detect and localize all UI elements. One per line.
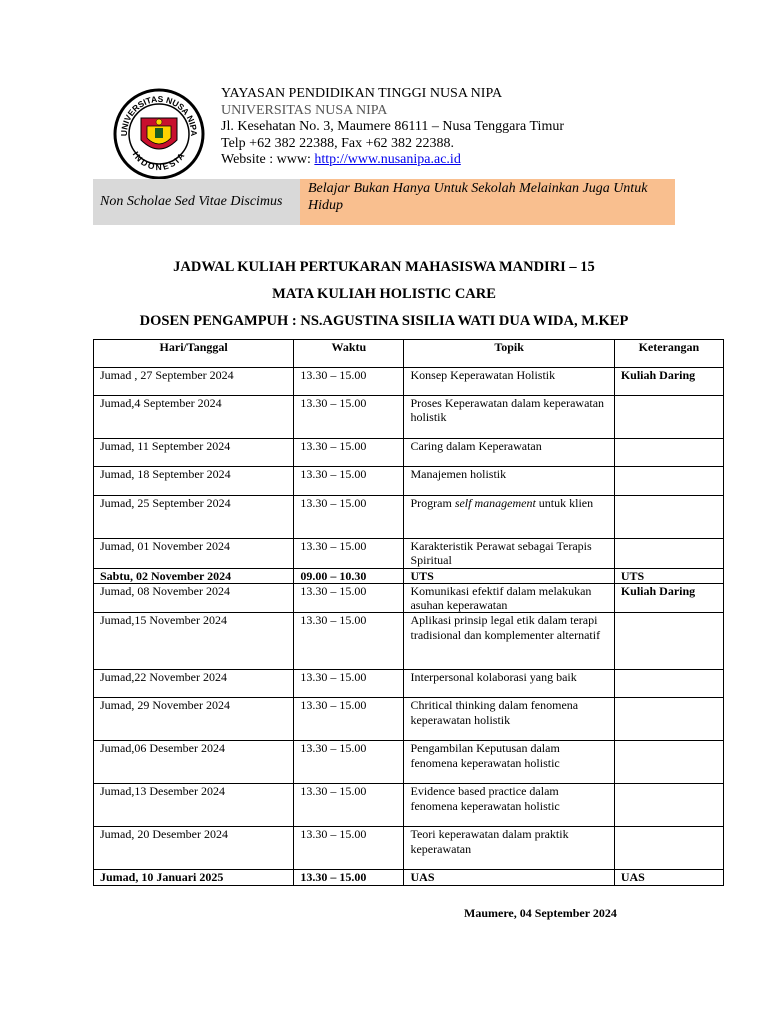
cell-time: 13.30 – 15.00 (294, 496, 404, 539)
table-row (94, 396, 724, 439)
university-name: UNIVERSITAS NUSA NIPA (221, 102, 388, 118)
cell-date: Jumad, 11 September 2024 (94, 439, 294, 467)
website-label: Website : www: (221, 152, 315, 167)
cell-date: Jumad, 01 November 2024 (94, 539, 294, 569)
address: Jl. Kesehatan No. 3, Maumere 86111 – Nusa Tenggara Timur (221, 119, 564, 134)
table-row (94, 698, 724, 741)
cell-time: 13.30 – 15.00 (294, 827, 404, 870)
letterhead (221, 86, 564, 169)
cell-date: Jumad, 25 September 2024 (94, 496, 294, 539)
table-header-row (94, 340, 724, 368)
cell-date: Jumad, 10 Januari 2025 (94, 870, 294, 885)
cell-note: UTS (614, 568, 723, 583)
cell-topic (404, 496, 614, 539)
cell-topic: Konsep Keperawatan Holistik (404, 368, 614, 396)
table-row (94, 439, 724, 467)
website-line (221, 152, 564, 169)
cell-note (614, 439, 723, 467)
table-row (94, 496, 724, 539)
cell-date: Jumad, 08 November 2024 (94, 583, 294, 613)
header-time: Waktu (294, 340, 404, 368)
cell-time: 13.30 – 15.00 (294, 583, 404, 613)
topic-text: untuk klien (535, 496, 594, 510)
cell-topic: Komunikasi efektif dalam melakukan asuhan keperawatan (404, 583, 614, 613)
table-row (94, 741, 724, 784)
table-row (94, 670, 724, 698)
cell-time: 13.30 – 15.00 (294, 698, 404, 741)
cell-note: Kuliah Daring (614, 583, 723, 613)
cell-topic: Pengambilan Keputusan dalam fenomena keperawatan holistic (404, 741, 614, 784)
cell-topic: Caring dalam Keperawatan (404, 439, 614, 467)
logo-text-bottom: INDONESIA (130, 149, 188, 173)
topic-text: Program (410, 496, 455, 510)
cell-time: 09.00 – 10.30 (294, 568, 404, 583)
cell-time: 13.30 – 15.00 (294, 784, 404, 827)
document-title: JADWAL KULIAH PERTUKARAN MAHASISWA MANDIRI – 15 (173, 259, 595, 275)
cell-time: 13.30 – 15.00 (294, 439, 404, 467)
header-date: Hari/Tanggal (94, 340, 294, 368)
table-row (94, 784, 724, 827)
cell-time: 13.30 – 15.00 (294, 741, 404, 784)
cell-date: Jumad,13 Desember 2024 (94, 784, 294, 827)
place-date: Maumere, 04 September 2024 (464, 906, 617, 920)
university-logo (113, 88, 205, 180)
course-title: MATA KULIAH HOLISTIC CARE (272, 286, 496, 302)
cell-note (614, 539, 723, 569)
cell-date: Jumad,15 November 2024 (94, 613, 294, 670)
cell-note (614, 467, 723, 496)
foundation-name: YAYASAN PENDIDIKAN TINGGI NUSA NIPA (221, 86, 503, 101)
cell-topic: Interpersonal kolaborasi yang baik (404, 670, 614, 698)
table-row (94, 568, 724, 583)
cell-time: 13.30 – 15.00 (294, 670, 404, 698)
cell-note (614, 827, 723, 870)
motto-latin: Non Scholae Sed Vitae Discimus (93, 179, 300, 225)
header-topic: Topik (404, 340, 614, 368)
table-row (94, 583, 724, 613)
topic-emphasis: self management (454, 496, 536, 510)
cell-date: Jumad,22 November 2024 (94, 670, 294, 698)
cell-topic: Manajemen holistik (404, 467, 614, 496)
table-row (94, 467, 724, 496)
cell-topic: Teori keperawatan dalam praktik keperawatan (404, 827, 614, 870)
table-row (94, 539, 724, 569)
cell-note (614, 698, 723, 741)
website-link[interactable]: http://www.nusanipa.ac.id (314, 152, 461, 167)
cell-note (614, 670, 723, 698)
cell-topic: UAS (404, 870, 614, 885)
schedule-table (93, 339, 724, 886)
cell-time: 13.30 – 15.00 (294, 539, 404, 569)
motto-indonesian: Belajar Bukan Hanya Untuk Sekolah Melainkan Juga Untuk Hidup (300, 179, 675, 225)
motto-bar (93, 179, 675, 225)
table-row (94, 827, 724, 870)
cell-note (614, 496, 723, 539)
cell-topic: Chritical thinking dalam fenomena keperawatan holistik (404, 698, 614, 741)
cell-note (614, 741, 723, 784)
logo-text-top: UNIVERSITAS NUSA NIPA (118, 93, 200, 137)
cell-date: Jumad,4 September 2024 (94, 396, 294, 439)
cell-topic: Aplikasi prinsip legal etik dalam terapi tradisional dan komplementer alternatif (404, 613, 614, 670)
cell-date: Jumad,06 Desember 2024 (94, 741, 294, 784)
table-row (94, 613, 724, 670)
cell-time: 13.30 – 15.00 (294, 396, 404, 439)
cell-time: 13.30 – 15.00 (294, 368, 404, 396)
cell-date: Jumad , 27 September 2024 (94, 368, 294, 396)
cell-topic: Karakteristik Perawat sebagai Terapis Spiritual (404, 539, 614, 569)
table-row (94, 368, 724, 396)
cell-note: UAS (614, 870, 723, 885)
cell-topic: Proses Keperawatan dalam keperawatan holistik (404, 396, 614, 439)
cell-topic: Evidence based practice dalam fenomena keperawatan holistic (404, 784, 614, 827)
cell-date: Jumad, 29 November 2024 (94, 698, 294, 741)
header-note: Keterangan (614, 340, 723, 368)
cell-topic: UTS (404, 568, 614, 583)
cell-time: 13.30 – 15.00 (294, 613, 404, 670)
table-body (94, 368, 724, 886)
cell-time: 13.30 – 15.00 (294, 870, 404, 885)
cell-date: Jumad, 18 September 2024 (94, 467, 294, 496)
cell-note (614, 613, 723, 670)
cell-time: 13.30 – 15.00 (294, 467, 404, 496)
lecturer-title: DOSEN PENGAMPUH : NS.AGUSTINA SISILIA WATI DUA WIDA, M.KEP (139, 313, 629, 329)
phone-fax: Telp +62 382 22388, Fax +62 382 22388. (221, 135, 454, 151)
cell-date: Jumad, 20 Desember 2024 (94, 827, 294, 870)
cell-note (614, 396, 723, 439)
cell-date: Sabtu, 02 November 2024 (94, 568, 294, 583)
cell-note (614, 784, 723, 827)
table-row (94, 870, 724, 885)
cell-note: Kuliah Daring (614, 368, 723, 396)
